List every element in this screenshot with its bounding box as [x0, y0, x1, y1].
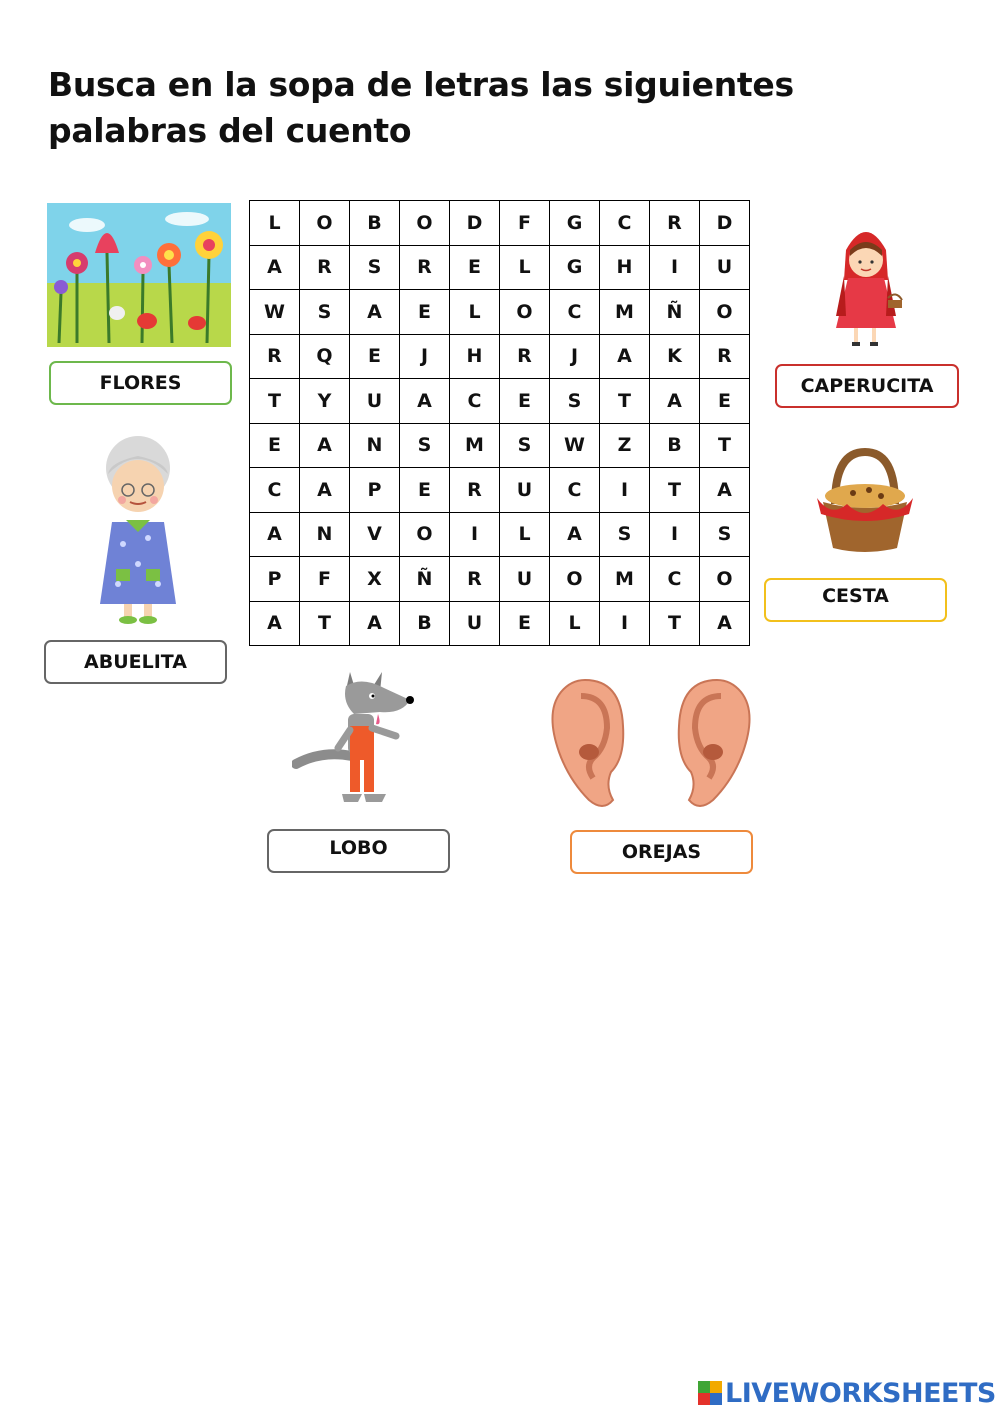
- page-title: Busca en la sopa de letras las siguientes palabras del cuento: [48, 65, 794, 150]
- grid-cell[interactable]: B: [350, 201, 400, 246]
- ears-icon: [545, 676, 757, 812]
- grid-cell[interactable]: Ñ: [650, 290, 700, 335]
- grid-cell[interactable]: E: [450, 246, 500, 291]
- liveworksheets-logo: [698, 1375, 996, 1411]
- grid-cell[interactable]: F: [300, 557, 350, 602]
- grid-cell[interactable]: F: [500, 201, 550, 246]
- grid-cell[interactable]: L: [550, 602, 600, 647]
- grid-cell[interactable]: O: [550, 557, 600, 602]
- word-box-flores: FLORES: [49, 361, 232, 405]
- word-search-grid[interactable]: [249, 200, 750, 646]
- grid-cell[interactable]: H: [600, 246, 650, 291]
- grid-cell[interactable]: A: [550, 513, 600, 558]
- grid-cell[interactable]: L: [500, 246, 550, 291]
- grid-cell[interactable]: A: [300, 424, 350, 469]
- grid-cell[interactable]: X: [350, 557, 400, 602]
- grid-cell[interactable]: M: [450, 424, 500, 469]
- grid-cell[interactable]: R: [250, 335, 300, 380]
- grid-cell[interactable]: H: [450, 335, 500, 380]
- little-red-riding-hood-icon: [826, 220, 906, 350]
- grid-cell[interactable]: S: [400, 424, 450, 469]
- grid-cell[interactable]: S: [300, 290, 350, 335]
- grid-cell[interactable]: V: [350, 513, 400, 558]
- grid-cell[interactable]: A: [400, 379, 450, 424]
- grid-cell[interactable]: B: [400, 602, 450, 647]
- grid-cell[interactable]: A: [600, 335, 650, 380]
- grid-cell[interactable]: R: [300, 246, 350, 291]
- grid-cell[interactable]: C: [250, 468, 300, 513]
- grid-cell[interactable]: A: [700, 602, 750, 647]
- grid-cell[interactable]: T: [650, 468, 700, 513]
- grid-cell[interactable]: I: [450, 513, 500, 558]
- grid-cell[interactable]: D: [700, 201, 750, 246]
- grid-cell[interactable]: M: [600, 290, 650, 335]
- grid-cell[interactable]: S: [500, 424, 550, 469]
- grid-cell[interactable]: A: [250, 513, 300, 558]
- grid-cell[interactable]: O: [400, 513, 450, 558]
- grid-cell[interactable]: Z: [600, 424, 650, 469]
- grid-cell[interactable]: S: [600, 513, 650, 558]
- grid-cell[interactable]: Y: [300, 379, 350, 424]
- word-box-abuelita: ABUELITA: [44, 640, 227, 684]
- grid-cell[interactable]: A: [700, 468, 750, 513]
- word-box-caperucita: CAPERUCITA: [775, 364, 959, 408]
- grid-cell[interactable]: N: [300, 513, 350, 558]
- grid-cell[interactable]: A: [650, 379, 700, 424]
- grid-cell[interactable]: C: [650, 557, 700, 602]
- grid-cell[interactable]: G: [550, 201, 600, 246]
- grid-cell[interactable]: R: [650, 201, 700, 246]
- grid-cell[interactable]: I: [650, 246, 700, 291]
- grid-cell[interactable]: O: [700, 557, 750, 602]
- grid-cell[interactable]: K: [650, 335, 700, 380]
- grid-cell[interactable]: J: [400, 335, 450, 380]
- grid-cell[interactable]: A: [250, 602, 300, 647]
- flowers-icon: [47, 203, 231, 347]
- grid-cell[interactable]: Ñ: [400, 557, 450, 602]
- grid-cell[interactable]: I: [600, 468, 650, 513]
- grid-cell[interactable]: I: [600, 602, 650, 647]
- grid-cell[interactable]: M: [600, 557, 650, 602]
- grid-cell[interactable]: R: [450, 557, 500, 602]
- grid-cell[interactable]: C: [550, 290, 600, 335]
- grid-cell[interactable]: U: [450, 602, 500, 647]
- grid-cell[interactable]: O: [500, 290, 550, 335]
- grid-cell[interactable]: W: [250, 290, 300, 335]
- grid-cell[interactable]: R: [450, 468, 500, 513]
- grid-cell[interactable]: C: [450, 379, 500, 424]
- grid-cell[interactable]: A: [300, 468, 350, 513]
- grid-cell[interactable]: L: [500, 513, 550, 558]
- grid-cell[interactable]: E: [500, 602, 550, 647]
- grid-cell[interactable]: O: [300, 201, 350, 246]
- grid-cell[interactable]: S: [550, 379, 600, 424]
- grid-cell[interactable]: T: [650, 602, 700, 647]
- grid-cell[interactable]: E: [400, 468, 450, 513]
- grid-cell[interactable]: L: [450, 290, 500, 335]
- grid-cell[interactable]: E: [350, 335, 400, 380]
- logo-badge-icon: [698, 1381, 722, 1405]
- basket-icon: [813, 448, 917, 556]
- grandmother-icon: [78, 434, 198, 626]
- grid-cell[interactable]: E: [500, 379, 550, 424]
- grid-cell[interactable]: S: [350, 246, 400, 291]
- grid-cell[interactable]: E: [700, 379, 750, 424]
- grid-cell[interactable]: U: [350, 379, 400, 424]
- word-box-lobo: LOBO: [267, 829, 450, 873]
- grid-cell[interactable]: E: [400, 290, 450, 335]
- grid-cell[interactable]: C: [550, 468, 600, 513]
- grid-cell[interactable]: N: [350, 424, 400, 469]
- grid-cell[interactable]: U: [500, 468, 550, 513]
- grid-cell[interactable]: P: [250, 557, 300, 602]
- grid-cell[interactable]: R: [500, 335, 550, 380]
- grid-cell[interactable]: P: [350, 468, 400, 513]
- grid-cell[interactable]: A: [250, 246, 300, 291]
- grid-cell[interactable]: A: [350, 602, 400, 647]
- grid-cell[interactable]: A: [350, 290, 400, 335]
- grid-cell[interactable]: T: [250, 379, 300, 424]
- grid-cell[interactable]: B: [650, 424, 700, 469]
- grid-cell[interactable]: O: [700, 290, 750, 335]
- grid-cell[interactable]: G: [550, 246, 600, 291]
- grid-cell[interactable]: U: [500, 557, 550, 602]
- word-box-cesta: CESTA: [764, 578, 947, 622]
- grid-cell[interactable]: E: [250, 424, 300, 469]
- grid-cell[interactable]: R: [700, 335, 750, 380]
- grid-cell[interactable]: O: [400, 201, 450, 246]
- grid-cell[interactable]: I: [650, 513, 700, 558]
- grid-cell[interactable]: R: [400, 246, 450, 291]
- logo-text: LIVEWORKSHEETS: [725, 1377, 996, 1409]
- grid-cell[interactable]: T: [700, 424, 750, 469]
- grid-cell[interactable]: T: [300, 602, 350, 647]
- grid-cell[interactable]: W: [550, 424, 600, 469]
- grid-cell[interactable]: Q: [300, 335, 350, 380]
- grid-cell[interactable]: D: [450, 201, 500, 246]
- grid-cell[interactable]: C: [600, 201, 650, 246]
- grid-cell[interactable]: L: [250, 201, 300, 246]
- grid-cell[interactable]: S: [700, 513, 750, 558]
- grid-cell[interactable]: J: [550, 335, 600, 380]
- wolf-icon: [292, 666, 418, 806]
- word-box-orejas: OREJAS: [570, 830, 753, 874]
- grid-cell[interactable]: T: [600, 379, 650, 424]
- grid-cell[interactable]: U: [700, 246, 750, 291]
